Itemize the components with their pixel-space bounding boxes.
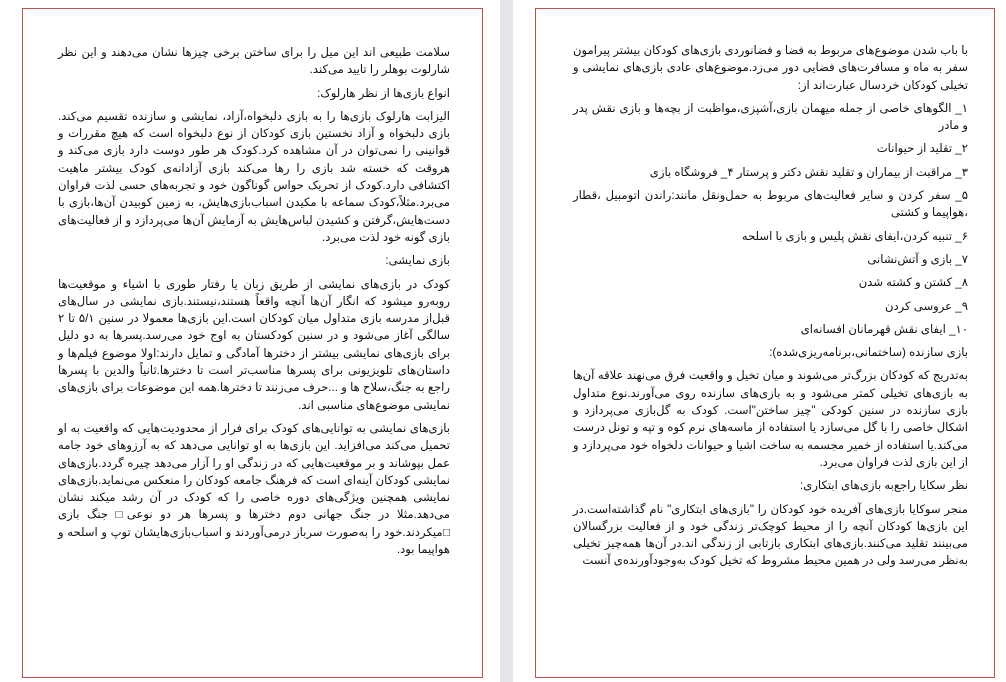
paragraph: سلامت طبیعی اند این میل را برای ساختن برخی چیزها نشان می‌دهند و این نظر شارلوت بوهلر را تایید می‌کند. [58, 46, 450, 77]
left-page-text [58, 44, 450, 564]
list-item: ۸_ کشتن و کشته شدن [858, 276, 968, 290]
list-item: ۳_ مراقبت از بیماران و تقلید نقش دکتر و پرستار ۴_ فروشگاه بازی [649, 165, 968, 179]
paragraph: به‌تدریج که کودکان بزرگ‌تر می‌شوند و میان تخیل و واقعیت فرق می‌نهند علاقه آن‌ها به بازی‌های تخیلی کمتر می‌شود و به بازی‌های سازنده روی می‌آورند.نوع متداول بازی سازنده در سنین کودکی "چیز ساختن"است. کودک به گل‌بازی می‌پردازد و اشکال خاصی را با گل می‌سازد یا استفاده از ماسه‌های نرم کوه و تپه و تونل درست می‌کند.یا استفاده از خمیر مجسمه به ساخت اشیا و حیوانات دلخواه خود می‌پردازد و از این بازی لذت فراوان می‌برد. [573, 369, 968, 469]
page-gutter [500, 0, 513, 682]
paragraph: بازی‌های نمایشی به توانایی‌های کودک برای فرار از محدودیت‌هایی که واقعیت به او تحمیل می‌کند می‌افزاید. این بازی‌ها به او توانایی می‌دهد که به آرزوهای خود جامه عمل بپوشاند و بر موقعیت‌هایی که در زندگی او را آزار می‌دهد چیره گردد.بازی‌های نمایشی کودکان آینه‌ای است که فرهنگ جامعه کودکان را منعکس می‌نماید.بازی‌های نمایشی همچنین ویژگی‌های دوره خاصی را که کودک در آن رشد میکند نشان می‌دهد.مثلا در جنگ جهانی دوم دخترها و پسرها هر دو نوعی□ جنگ بازی □میکردند.خود را به‌صورت سرباز درمی‌آوردند و اسباب‌بازی‌هایشان توپ و اسلحه و هواپیما بود. [58, 421, 450, 557]
paragraph: منجر سوکایا بازی‌های آفریده خود کودکان را "بازی‌های ابتکاری" نام گذاشته‌است.در این بازی‌ها کودکان آنچه را از محیط کوچک‌تر زندگی خود و از فعالیت بزرگسالان می‌بینند تقلید می‌کنند.بازی‌های ابتکاری بازتابی از زندگی اند.در آن‌ها همه‌چیز تخیلی به‌نظر می‌رسد ولی در همین محیط مشروط که تخیل کودک به‌وجودآورنده‌ی آنست [573, 502, 968, 568]
heading-dramatic-play: بازی نمایشی: [385, 254, 450, 268]
heading-constructive-play: بازی سازنده (ساختمانی،برنامه‌ریزی‌شده): [769, 346, 968, 360]
list-item: ۱۰_ ایفای نقش قهرمانان افسانه‌ای [800, 322, 968, 336]
list-item: ۷_ بازی و آتش‌نشانی [867, 252, 968, 266]
paragraph: الیزابت هارلوک بازی‌ها را به بازی دلبخواه،آزاد، نمایشی و سازنده تقسیم می‌کند. بازی دلبخواه و آزاد نخستین بازی کودکان از نوع دلبخواه است که هیچ مقررات و قوانینی را نمی‌توان در آن مشاهده کرد.کودک هر طور دوست دارد بازی می‌کند و هروقت که خسته شد بازی را رها می‌کند بازی آزادانه‌ی کودک بیشتر ماهیت اکتشافی دارد.کودک از تحریک حواس گوناگون خود و تجربه‌های حسی لذت فراوان می‌برد.مثلاً،کودک سماعه با مکیدن اسباب‌بازی‌هایش، به زمین کوبیدن آن‌ها،بازی با دست‌هایش،گرفتن و کشیدن لباس‌هایش به آزمایش آن‌ها می‌پردازد و از فعالیت‌های بازی گونه خود لذت می‌برد. [58, 109, 450, 244]
paragraph: کودک در بازی‌های نمایشی از طریق زبان یا رفتار طوری با اشیاء و موقعیت‌ها روبه‌رو میشود که انگار آن‌ها آنچه واقعاً هستند،نیستند.بازی نمایشی در سال‌های قبل‌از مدرسه بازی متداول میان کودکان است.این بازی‌ها معمولا در سنین ۵/۱ تا ۲ سالگی آغاز می‌شود و در سنین کودکستان به اوج خود می‌رسد.پسرها به دو دلیل برای بازی‌های نمایشی بیشتر از دخترها آمادگی و تمایل دارند:اولا موضوع فیلم‌ها و داستان‌های تلویزیونی برای پسرها مناسب‌تر است تا دخترها.ثانیاً والدین با پسرها راجع به جنگ،سلاح ها و ...حرف می‌زنند تا دخترها.همه این موضوعات برای بازی‌های نمایشی موضوع‌های مناسبی اند. [58, 277, 450, 412]
left-page [0, 0, 500, 682]
heading-creative-games: نظر سکایا راجع‌به بازی‌های ابتکاری: [800, 479, 968, 493]
list-item: ۹_ عروسی کردن [884, 299, 968, 313]
list-item: ۶_ تنبیه کردن،ایفای نقش پلیس و بازی با اسلحه [741, 229, 968, 243]
heading-harlock-types: انواع بازی‌ها از نظر هارلوک: [317, 86, 450, 100]
paragraph: با باب شدن موضوع‌های مربوط به فضا و فضانوردی بازی‌های کودکان بیشتر پیرامون سفر به ماه و مسافرت‌های فضایی دور می‌زد.موضوع‌های عادی بازی‌های نمایشی و تخیلی کودکان خردسال عبارت‌اند از: [573, 44, 968, 92]
list-item: ۵_ سفر کردن و سایر فعالیت‌های مربوط به حمل‌ونقل مانند:راندن اتومبیل ،قطار ،هواپیما و کشتی [573, 189, 968, 220]
list-item: ۱_ الگوهای خاصی از جمله میهمان بازی،آشپزی،مواظبت از بچه‌ها و بازی نقش پدر و مادر [573, 101, 968, 133]
right-page [513, 0, 1006, 682]
list-item: ۲_ تقلید از حیوانات [876, 142, 968, 156]
right-page-text [573, 42, 968, 576]
